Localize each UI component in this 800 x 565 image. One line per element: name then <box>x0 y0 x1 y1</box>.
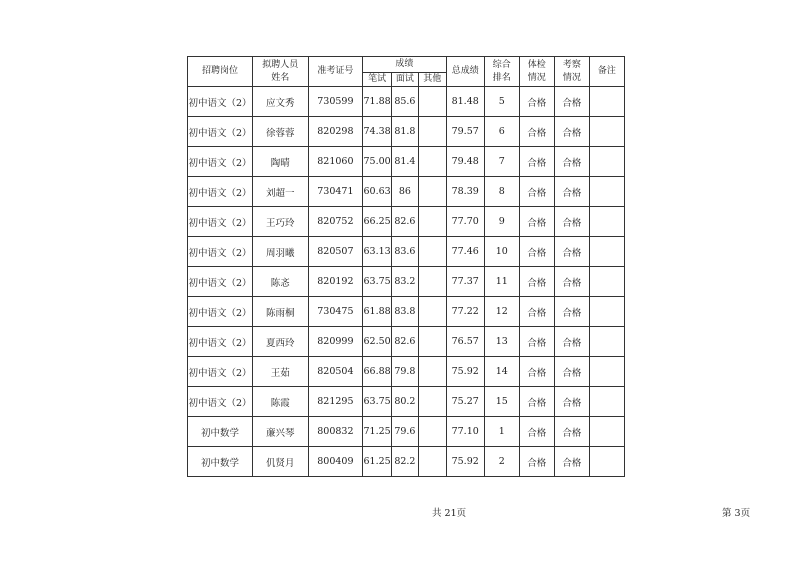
header-written: 笔试 <box>363 73 392 87</box>
cell-medical: 合格 <box>519 357 554 387</box>
cell-interview: 79.6 <box>392 417 419 447</box>
cell-medical: 合格 <box>519 147 554 177</box>
cell-interview: 83.2 <box>392 267 419 297</box>
header-name-line2: 姓名 <box>271 72 290 83</box>
cell-remarks <box>589 87 624 117</box>
cell-other <box>418 237 446 267</box>
table-row <box>188 207 625 237</box>
header-exam-no: 准考证号 <box>308 57 363 87</box>
header-review-line2: 情况 <box>562 72 581 83</box>
table-row <box>188 297 625 327</box>
cell-exam-no: 820192 <box>308 267 363 297</box>
cell-other <box>418 147 446 177</box>
cell-exam-no: 820999 <box>308 327 363 357</box>
cell-rank: 6 <box>484 117 519 147</box>
cell-review: 合格 <box>554 387 589 417</box>
cell-medical: 合格 <box>519 207 554 237</box>
table-row <box>188 147 625 177</box>
cell-exam-no: 730471 <box>308 177 363 207</box>
cell-name: 刘超一 <box>252 177 308 207</box>
cell-exam-no: 800832 <box>308 417 363 447</box>
cell-medical: 合格 <box>519 267 554 297</box>
cell-rank: 8 <box>484 177 519 207</box>
cell-name: 王茹 <box>252 357 308 387</box>
cell-name: 陈忞 <box>252 267 308 297</box>
cell-rank: 7 <box>484 147 519 177</box>
cell-review: 合格 <box>554 447 589 477</box>
cell-written: 71.25 <box>363 417 392 447</box>
cell-medical: 合格 <box>519 447 554 477</box>
cell-remarks <box>589 387 624 417</box>
cell-medical: 合格 <box>519 327 554 357</box>
cell-exam-no: 820504 <box>308 357 363 387</box>
cell-interview: 83.8 <box>392 297 419 327</box>
cell-written: 63.75 <box>363 387 392 417</box>
cell-review: 合格 <box>554 297 589 327</box>
header-rank-line2: 排名 <box>492 72 511 83</box>
cell-remarks <box>589 177 624 207</box>
header-medical <box>519 57 554 87</box>
cell-interview: 81.4 <box>392 147 419 177</box>
table-row <box>188 447 625 477</box>
table-row <box>188 267 625 297</box>
header-scores: 成绩 <box>363 57 446 73</box>
cell-other <box>418 387 446 417</box>
header-medical-line1: 体检 <box>527 59 546 70</box>
cell-other <box>418 297 446 327</box>
cell-total: 77.46 <box>446 237 484 267</box>
cell-total: 76.57 <box>446 327 484 357</box>
cell-interview: 82.6 <box>392 207 419 237</box>
cell-name: 仉贤月 <box>252 447 308 477</box>
cell-review: 合格 <box>554 357 589 387</box>
header-medical-line2: 情况 <box>527 72 546 83</box>
cell-written: 75.00 <box>363 147 392 177</box>
cell-total: 77.10 <box>446 417 484 447</box>
cell-total: 78.39 <box>446 177 484 207</box>
cell-interview: 82.6 <box>392 327 419 357</box>
cell-exam-no: 800409 <box>308 447 363 477</box>
cell-name: 徐蓉蓉 <box>252 117 308 147</box>
cell-name: 周羽曦 <box>252 237 308 267</box>
cell-remarks <box>589 147 624 177</box>
header-remarks: 备注 <box>589 57 624 87</box>
cell-review: 合格 <box>554 267 589 297</box>
cell-other <box>418 357 446 387</box>
table-row <box>188 357 625 387</box>
cell-total: 77.37 <box>446 267 484 297</box>
cell-interview: 81.8 <box>392 117 419 147</box>
cell-name: 王巧玲 <box>252 207 308 237</box>
cell-other <box>418 447 446 477</box>
cell-medical: 合格 <box>519 297 554 327</box>
cell-interview: 86 <box>392 177 419 207</box>
cell-interview: 85.6 <box>392 87 419 117</box>
cell-position: 初中语文（2） <box>188 357 253 387</box>
cell-review: 合格 <box>554 147 589 177</box>
cell-other <box>418 87 446 117</box>
cell-written: 61.88 <box>363 297 392 327</box>
cell-position: 初中语文（2） <box>188 207 253 237</box>
table-row <box>188 177 625 207</box>
cell-other <box>418 207 446 237</box>
cell-exam-no: 821295 <box>308 387 363 417</box>
cell-remarks <box>589 297 624 327</box>
cell-remarks <box>589 447 624 477</box>
cell-name: 陈雨桐 <box>252 297 308 327</box>
table-row <box>188 327 625 357</box>
cell-total: 79.57 <box>446 117 484 147</box>
cell-total: 75.92 <box>446 447 484 477</box>
cell-written: 63.75 <box>363 267 392 297</box>
cell-written: 62.50 <box>363 327 392 357</box>
header-rank-line1: 综合 <box>492 59 511 70</box>
cell-exam-no: 820298 <box>308 117 363 147</box>
cell-exam-no: 821060 <box>308 147 363 177</box>
cell-written: 66.88 <box>363 357 392 387</box>
cell-rank: 12 <box>484 297 519 327</box>
cell-name: 陈霞 <box>252 387 308 417</box>
footer-total-pages: 共 21页 <box>432 508 467 519</box>
header-name <box>252 57 308 87</box>
cell-position: 初中语文（2） <box>188 177 253 207</box>
cell-written: 71.88 <box>363 87 392 117</box>
cell-interview: 80.2 <box>392 387 419 417</box>
cell-written: 61.25 <box>363 447 392 477</box>
cell-review: 合格 <box>554 327 589 357</box>
cell-remarks <box>589 417 624 447</box>
header-review <box>554 57 589 87</box>
cell-rank: 10 <box>484 237 519 267</box>
cell-name: 亷兴琴 <box>252 417 308 447</box>
header-name-line1: 拟聘人员 <box>262 59 299 70</box>
cell-position: 初中语文（2） <box>188 237 253 267</box>
cell-rank: 1 <box>484 417 519 447</box>
cell-medical: 合格 <box>519 87 554 117</box>
cell-exam-no: 820752 <box>308 207 363 237</box>
cell-other <box>418 417 446 447</box>
cell-written: 60.63 <box>363 177 392 207</box>
cell-review: 合格 <box>554 177 589 207</box>
cell-name: 应文秀 <box>252 87 308 117</box>
cell-other <box>418 117 446 147</box>
cell-position: 初中数学 <box>188 447 253 477</box>
cell-position: 初中数学 <box>188 417 253 447</box>
header-rank <box>484 57 519 87</box>
cell-position: 初中语文（2） <box>188 327 253 357</box>
cell-exam-no: 820507 <box>308 237 363 267</box>
table-row <box>188 117 625 147</box>
cell-medical: 合格 <box>519 117 554 147</box>
cell-rank: 15 <box>484 387 519 417</box>
cell-total: 77.70 <box>446 207 484 237</box>
cell-interview: 79.8 <box>392 357 419 387</box>
cell-review: 合格 <box>554 207 589 237</box>
cell-total: 75.92 <box>446 357 484 387</box>
cell-position: 初中语文（2） <box>188 297 253 327</box>
header-interview: 面试 <box>392 73 419 87</box>
cell-written: 63.13 <box>363 237 392 267</box>
cell-rank: 11 <box>484 267 519 297</box>
cell-interview: 82.2 <box>392 447 419 477</box>
header-other: 其他 <box>418 73 446 87</box>
cell-name: 陶晴 <box>252 147 308 177</box>
cell-position: 初中语文（2） <box>188 387 253 417</box>
cell-rank: 5 <box>484 87 519 117</box>
table-row <box>188 237 625 267</box>
cell-total: 75.27 <box>446 387 484 417</box>
cell-total: 77.22 <box>446 297 484 327</box>
header-total: 总成绩 <box>446 57 484 87</box>
cell-remarks <box>589 327 624 357</box>
cell-medical: 合格 <box>519 387 554 417</box>
cell-position: 初中语文（2） <box>188 267 253 297</box>
cell-review: 合格 <box>554 117 589 147</box>
cell-medical: 合格 <box>519 417 554 447</box>
cell-rank: 13 <box>484 327 519 357</box>
cell-exam-no: 730475 <box>308 297 363 327</box>
cell-other <box>418 267 446 297</box>
cell-remarks <box>589 117 624 147</box>
table-row <box>188 387 625 417</box>
table-row <box>188 87 625 117</box>
cell-written: 74.38 <box>363 117 392 147</box>
cell-position: 初中语文（2） <box>188 117 253 147</box>
results-table <box>187 56 625 477</box>
cell-name: 夏西玲 <box>252 327 308 357</box>
cell-total: 79.48 <box>446 147 484 177</box>
cell-written: 66.25 <box>363 207 392 237</box>
table-row <box>188 417 625 447</box>
cell-medical: 合格 <box>519 237 554 267</box>
table-body <box>188 87 625 477</box>
cell-review: 合格 <box>554 87 589 117</box>
cell-rank: 9 <box>484 207 519 237</box>
footer-page-number: 第 3页 <box>722 508 751 519</box>
cell-medical: 合格 <box>519 177 554 207</box>
cell-remarks <box>589 207 624 237</box>
cell-other <box>418 177 446 207</box>
cell-position: 初中语文（2） <box>188 87 253 117</box>
cell-position: 初中语文（2） <box>188 147 253 177</box>
cell-remarks <box>589 267 624 297</box>
cell-review: 合格 <box>554 417 589 447</box>
header-row-top <box>188 57 625 73</box>
cell-exam-no: 730599 <box>308 87 363 117</box>
cell-total: 81.48 <box>446 87 484 117</box>
cell-remarks <box>589 237 624 267</box>
cell-rank: 14 <box>484 357 519 387</box>
cell-rank: 2 <box>484 447 519 477</box>
header-position: 招聘岗位 <box>188 57 253 87</box>
cell-remarks <box>589 357 624 387</box>
cell-review: 合格 <box>554 237 589 267</box>
cell-interview: 83.6 <box>392 237 419 267</box>
header-review-line1: 考察 <box>562 59 581 70</box>
cell-other <box>418 327 446 357</box>
